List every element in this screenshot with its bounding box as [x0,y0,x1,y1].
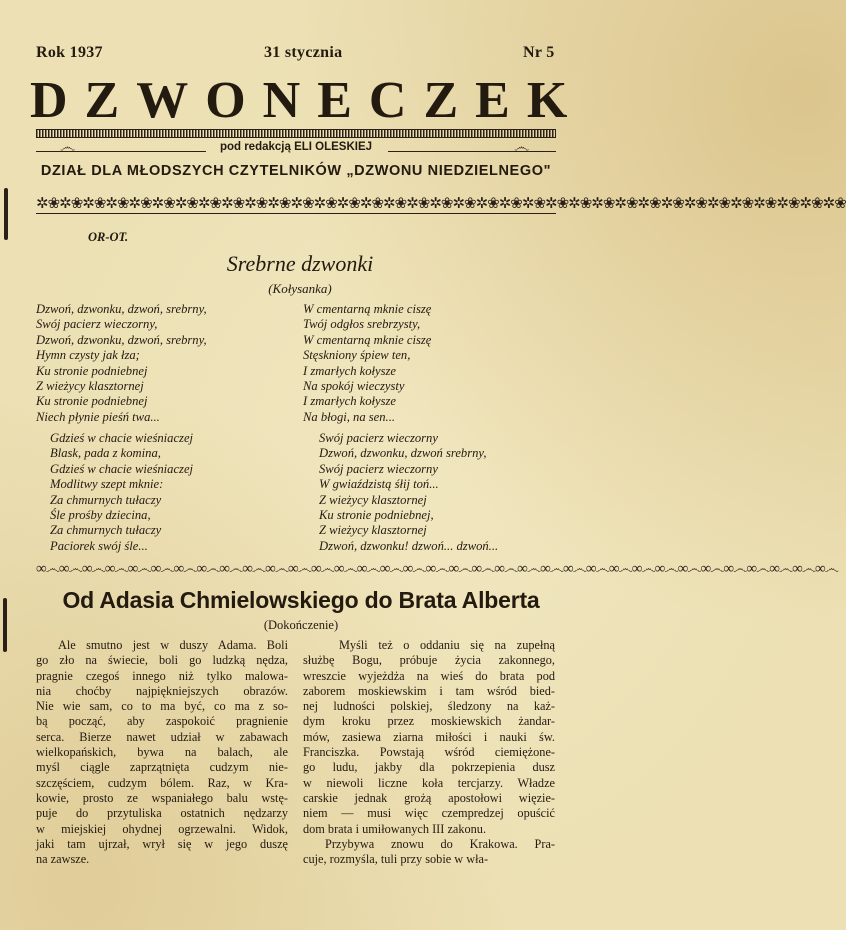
verse-line: Dzwoń, dzwonku, dzwoń, srebrny, [36,332,207,347]
verse-line: Dzwoń, dzwonku, dzwoń, srebrny, [36,302,207,316]
paragraph-line: serca. Bierze nawet udział w zabawach [36,729,288,744]
section-subtitle: DZIAŁ DLA MŁODSZYCH CZYTELNIKÓW „DZWONU NIEDZIELNEGO" [40,163,552,179]
verse-line: Swój pacierz wieczorny, [36,317,158,332]
paragraph-line: mów, zasiewa ziarna miłości i nauki św. [303,729,555,744]
paragraph-line: nia choćby najpiękniejszych obrazów. [36,683,288,698]
verse-line: Dzwoń, dzwonku, dzwoń srebrny, [319,446,487,461]
issue-date: 31 stycznia [264,44,343,61]
paragraph-line: dym kroku przez moskiewskich żandar- [303,714,555,729]
poem-stanza-left-1 [36,302,207,425]
verse-line: Blask, pada z komina, [50,446,161,461]
paragraph-line: Ale smutno jest w duszy Adama. Boli [58,638,288,652]
verse-line: Z wieżycy klasztornej [319,492,427,507]
paragraph-line: w niewoli liczne koła tercjarzy. Władze [303,775,555,790]
verse-line: Modlitwy szept mknie: [50,477,164,492]
verse-line: Paciorek swój śle... [50,538,148,553]
verse-line: Na spokój wieczysty [303,378,405,393]
magazine-title: DZWONECZEK [30,72,585,129]
verse-line: Swój pacierz wieczorny [319,431,438,445]
verse-line: Gdzieś w chacie wieśniaczej [50,461,194,476]
ornament-underline [36,213,556,214]
paragraph-line: bą począć, aby zaspokoić pragnienie [36,714,288,729]
issue-year: Rok 1937 [36,44,103,61]
swirl-ornament-left: ෴ [60,139,76,156]
verse-line: Swój pacierz wieczorny [319,461,438,476]
paragraph-line: myśl ciągle zaprzątnięta cudzym nie- [36,760,288,775]
verse-line: Ku stronie podniebnej [36,394,148,409]
paragraph-line: Franciszka. Powstają wśród ciemiężone- [303,745,555,760]
poem-stanza-right-2 [319,431,498,554]
paragraph-line: pragnie czegoś innego niż tylko malowa- [36,668,288,683]
paragraph-line: puje do przytuliska ostatnich nędzarzy [36,806,288,821]
paragraph-line: Przybywa znowu do Krakowa. Pra- [325,836,555,851]
article-subtitle: (Dokończenie) [263,618,339,632]
wave-ornament-border: ∞෴∞෴∞෴∞෴∞෴∞෴∞෴∞෴∞෴∞෴∞෴∞෴∞෴∞෴∞෴∞෴∞෴∞෴∞෴∞෴∞෴∞෴∞෴∞෴∞෴∞෴∞෴∞෴∞෴∞෴∞෴∞෴∞෴∞෴∞෴ [36,561,838,577]
verse-line: Za chmurnych tułaczy [50,523,162,538]
verse-line: Za chmurnych tułaczy [50,492,162,507]
verse-line: Gdzieś w chacie wieśniaczej [50,431,194,445]
paragraph-line: zaborem moskiewskim i tam wśród bied- [303,683,555,698]
paragraph-line: na zawsze. [36,852,90,867]
binding-mark-bottom [3,598,7,652]
poem-author: OR-OT. [88,230,129,244]
paragraph-line: kowie, prosto ze wspaniałego balu wstę- [36,790,288,805]
verse-line: W cmentarną mknie ciszę [303,302,432,316]
paragraph-line: dom brata i umiłowanych III zakonu. [303,821,487,836]
poem-stanza-right-1 [303,302,431,425]
verse-line: Na błogi, na sen... [303,409,396,424]
article-title: Od Adasia Chmielowskiego do Brata Alberta [62,587,540,613]
verse-line: Hymn czysty jak łza; [36,348,140,363]
poem-subtitle: (Kołysanka) [268,281,332,296]
verse-line: Śle prośby dziecina, [50,507,151,522]
paragraph-line: w miejskiej ohydnej ogrzewalni. Widok, [36,821,288,836]
paragraph-line: Nie wie sam, co to ma być, co ma z so- [36,699,288,714]
verse-line: Dzwoń, dzwonku! dzwoń... dzwoń... [319,538,499,553]
paragraph-line: wreszcie wyjeżdża na wieś do brata pod [303,668,555,683]
article-column-left [36,638,288,867]
paragraph-line: go zło na świecie, boli go ludzką nędza, [36,653,288,668]
paragraph-line: go ludu, jakby dla pokrzepienia dusz [303,760,555,775]
paragraph-line: Myśli też o oddaniu się na zupełną [339,638,555,652]
editor-line-row [36,139,556,159]
verse-line: Niech płynie pieśń twa... [36,409,160,424]
verse-line: Z wieżycy klasztornej [36,378,144,393]
verse-line: I zmarłych kołysze [303,363,397,378]
editor-credit: pod redakcją ELI OLESKIEJ [219,141,373,153]
star-ornament-border: ✲❀✲❀✲❀✲❀✲❀✲❀✲❀✲❀✲❀✲❀✲❀✲❀✲❀✲❀✲❀✲❀✲❀✲❀✲❀✲❀✲❀✲❀✲❀✲❀✲❀✲❀✲❀✲❀✲❀✲❀✲❀✲❀✲❀✲❀✲❀ [36,196,846,212]
paragraph-line: szczęściem, cudzym bólem. Raz, w Kra- [36,775,288,790]
paragraph-line: cuje, rozmyśla, tuli przy sobie w wła- [303,852,489,867]
title-hatched-rule [36,129,556,138]
verse-line: Ku stronie podniebnej [36,363,148,378]
paragraph-line: wielkopańskich, bywa na balach, ale [36,745,288,760]
issue-number: Nr 5 [523,44,555,61]
paragraph-line: służbę Bogu, próbuje życia zakonnego, [303,653,555,668]
verse-line: Z wieżycy klasztornej [319,523,427,538]
article-column-right [303,638,555,867]
verse-line: Ku stronie podniebnej, [319,507,434,522]
verse-line: W cmentarną mknie ciszę [303,332,432,347]
verse-line: I zmarłych kołysze [303,394,397,409]
verse-line: Stęskniony śpiew ten, [303,348,411,363]
paragraph-line: carskie jednak grożą apostołowi więzie- [303,790,555,805]
poem-title: Srebrne dzwonki [226,251,374,276]
paragraph-line: jaki tam ujrzał, wrył się w jego duszę [36,836,288,851]
binding-mark-top [4,188,8,240]
paragraph-line: nej ludności polskiej, śledzony na każ- [303,699,555,714]
paragraph-line: niem — musi więc czempredzej opuścić [303,806,555,821]
verse-line: W gwiaździstą śłij toń... [319,477,439,492]
swirl-ornament-right: ෴ [514,139,530,156]
verse-line: Twój odgłos srebrzysty, [303,317,421,332]
poem-stanza-left-2 [50,431,193,554]
